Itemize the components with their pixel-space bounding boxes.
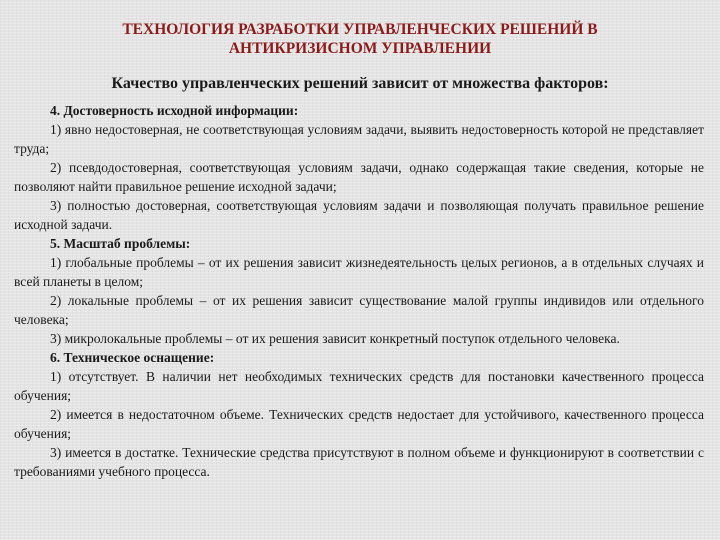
section-heading: 5. Масштаб проблемы: bbox=[50, 236, 191, 251]
list-item: 1) явно недостоверная, не соответствующая условиям задачи, выявить недостоверность которой не представляет труда; bbox=[14, 122, 704, 156]
list-item: 2) локальные проблемы – от их решения зависит существование малой группы индивидов или отдельного человека; bbox=[14, 293, 704, 327]
list-item: 3) полностью достоверная, соответствующая условиям задачи и позволяющая получать правильное решение исходной задачи. bbox=[14, 198, 704, 232]
slide-body bbox=[14, 101, 704, 481]
list-item: 2) имеется в недостаточном объеме. Технических средств недостает для устойчивого, качественного процесса обучения; bbox=[14, 407, 704, 441]
slide-title bbox=[60, 20, 660, 58]
list-item: 1) глобальные проблемы – от их решения зависит жизнедеятельность целых регионов, а в отдельных случаях и всей планеты в целом; bbox=[14, 255, 704, 289]
slide-title-line-1: ТЕХНОЛОГИЯ РАЗРАБОТКИ УПРАВЛЕНЧЕСКИХ РЕШЕНИЙ В bbox=[122, 21, 598, 38]
list-item: 3) имеется в достатке. Технические средства присутствуют в полном объеме и функционируют в соответствии с требованиями учебного процесса. bbox=[14, 445, 704, 479]
slide-title-line-2: АНТИКРИЗИСНОМ УПРАВЛЕНИИ bbox=[228, 40, 492, 57]
list-item: 2) псевдодостоверная, соответствующая условиям задачи, однако содержащая такие сведения, которые не позволяют найти правильное решение исходной задачи; bbox=[14, 160, 704, 194]
slide-subtitle: Качество управленческих решений зависит от множества факторов: bbox=[111, 75, 609, 92]
section-heading: 4. Достоверность исходной информации: bbox=[50, 103, 299, 118]
section-heading: 6. Техническое оснащение: bbox=[50, 350, 215, 365]
list-item: 3) микролокальные проблемы – от их решения зависит конкретный поступок отдельного человека. bbox=[50, 331, 620, 346]
list-item: 1) отсутствует. В наличии нет необходимых технических средств для постановки качественного процесса обучения; bbox=[14, 369, 704, 403]
